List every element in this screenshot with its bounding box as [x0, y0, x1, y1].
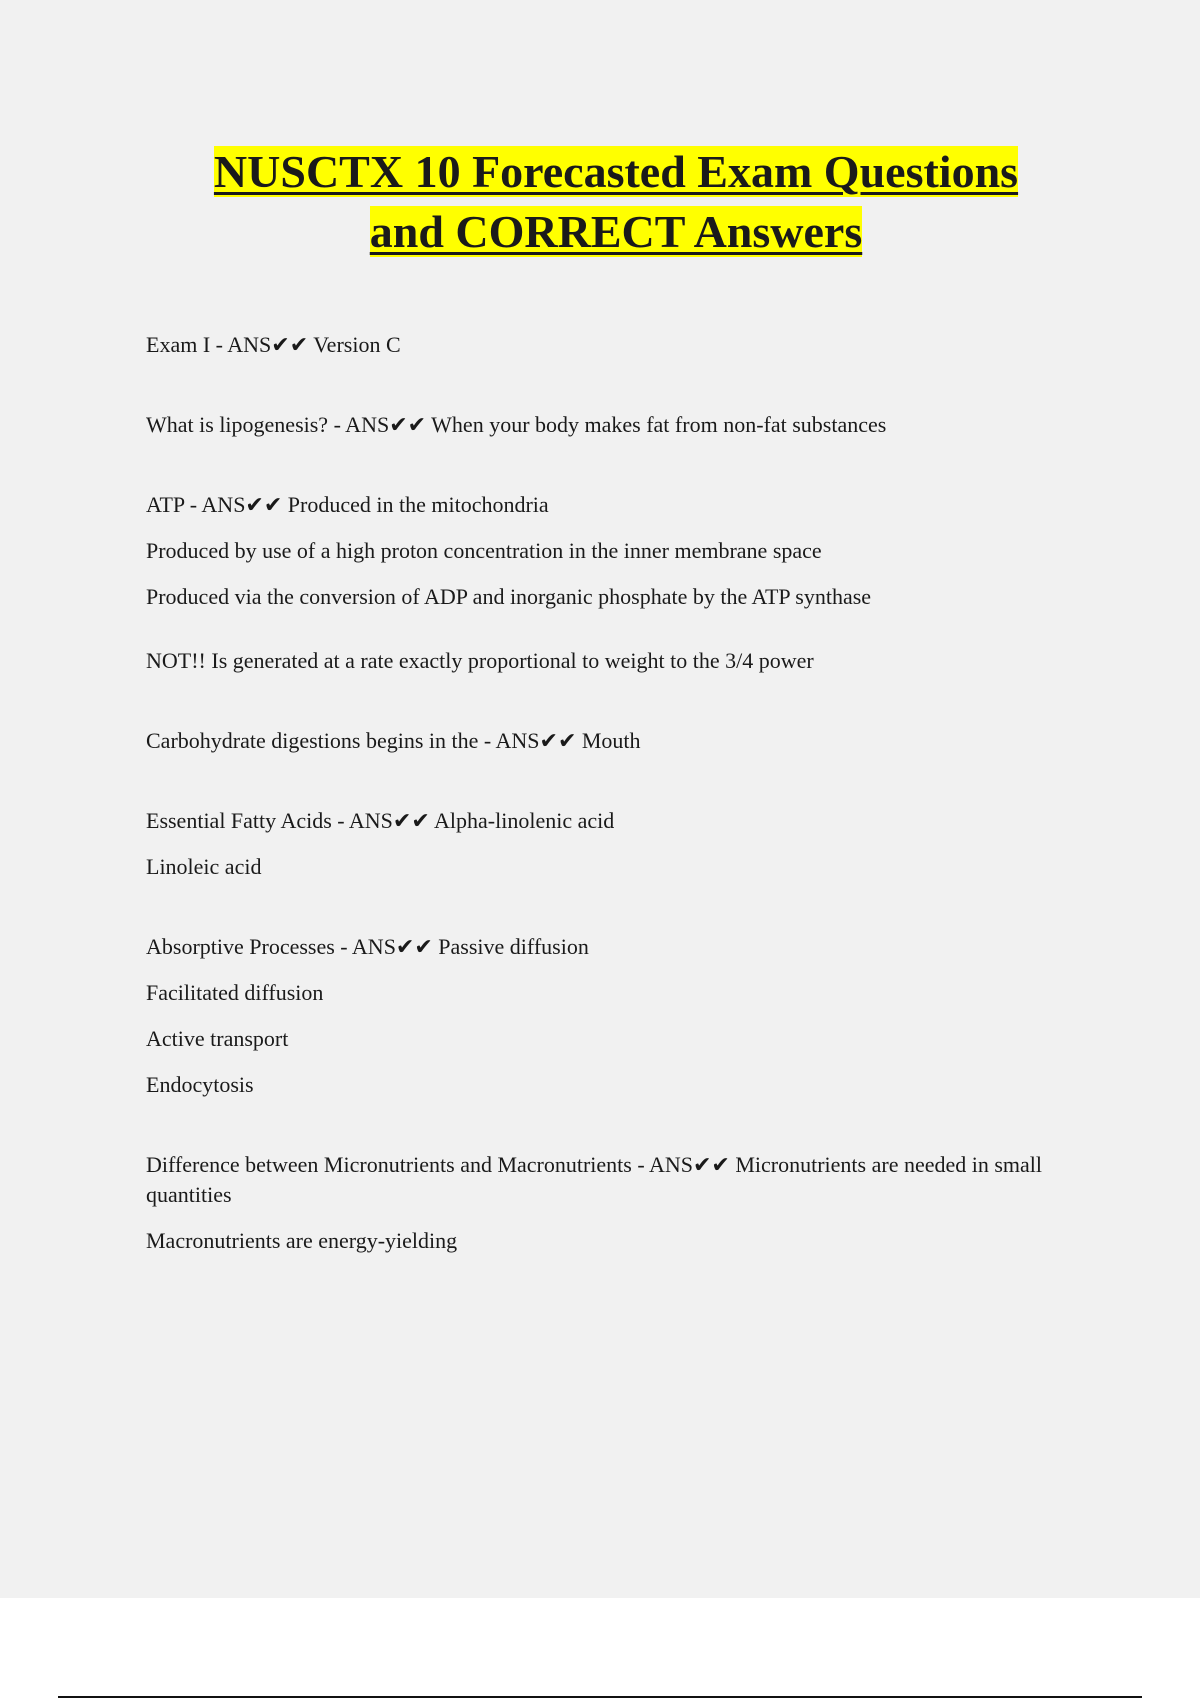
qa-entry [146, 726, 1086, 756]
document-title [0, 142, 1200, 262]
qa-line: NOT!! Is generated at a rate exactly proportional to weight to the 3/4 power [146, 648, 814, 673]
qa-line: Macronutrients are energy-yielding [146, 1228, 458, 1253]
qa-line: Essential Fatty Acids - ANS✔✔ Alpha-linolenic acid [146, 808, 615, 833]
qa-entry [146, 646, 1086, 676]
qa-line: Absorptive Processes - ANS✔✔ Passive diffusion [146, 934, 589, 959]
qa-line: Exam I - ANS✔✔ Version C [146, 332, 401, 357]
qa-line: Produced via the conversion of ADP and inorganic phosphate by the ATP synthase [146, 584, 872, 609]
page-divider [58, 1696, 1142, 1698]
qa-entry [146, 330, 1086, 360]
qa-entry [146, 1150, 1086, 1256]
qa-line: Carbohydrate digestions begins in the - ANS✔✔ Mouth [146, 728, 641, 753]
qa-line: What is lipogenesis? - ANS✔✔ When your body makes fat from non-fat substances [146, 412, 887, 437]
qa-line: Linoleic acid [146, 854, 262, 879]
document-body [146, 330, 1086, 1306]
qa-line: Endocytosis [146, 1072, 254, 1097]
qa-line: Active transport [146, 1026, 289, 1051]
qa-entry [146, 806, 1086, 882]
title-line-2: and CORRECT Answers [369, 206, 863, 257]
qa-line: ATP - ANS✔✔ Produced in the mitochondria [146, 492, 549, 517]
title-line-1: NUSCTX 10 Forecasted Exam Questions [213, 146, 1019, 197]
qa-line: Difference between Micronutrients and Macronutrients - ANS✔✔ Micronutrients are needed in small quantities [146, 1152, 1043, 1207]
qa-line: Produced by use of a high proton concentration in the inner membrane space [146, 538, 822, 563]
qa-entry [146, 490, 1086, 612]
qa-entry [146, 932, 1086, 1100]
qa-line: Facilitated diffusion [146, 980, 324, 1005]
qa-entry [146, 410, 1086, 440]
